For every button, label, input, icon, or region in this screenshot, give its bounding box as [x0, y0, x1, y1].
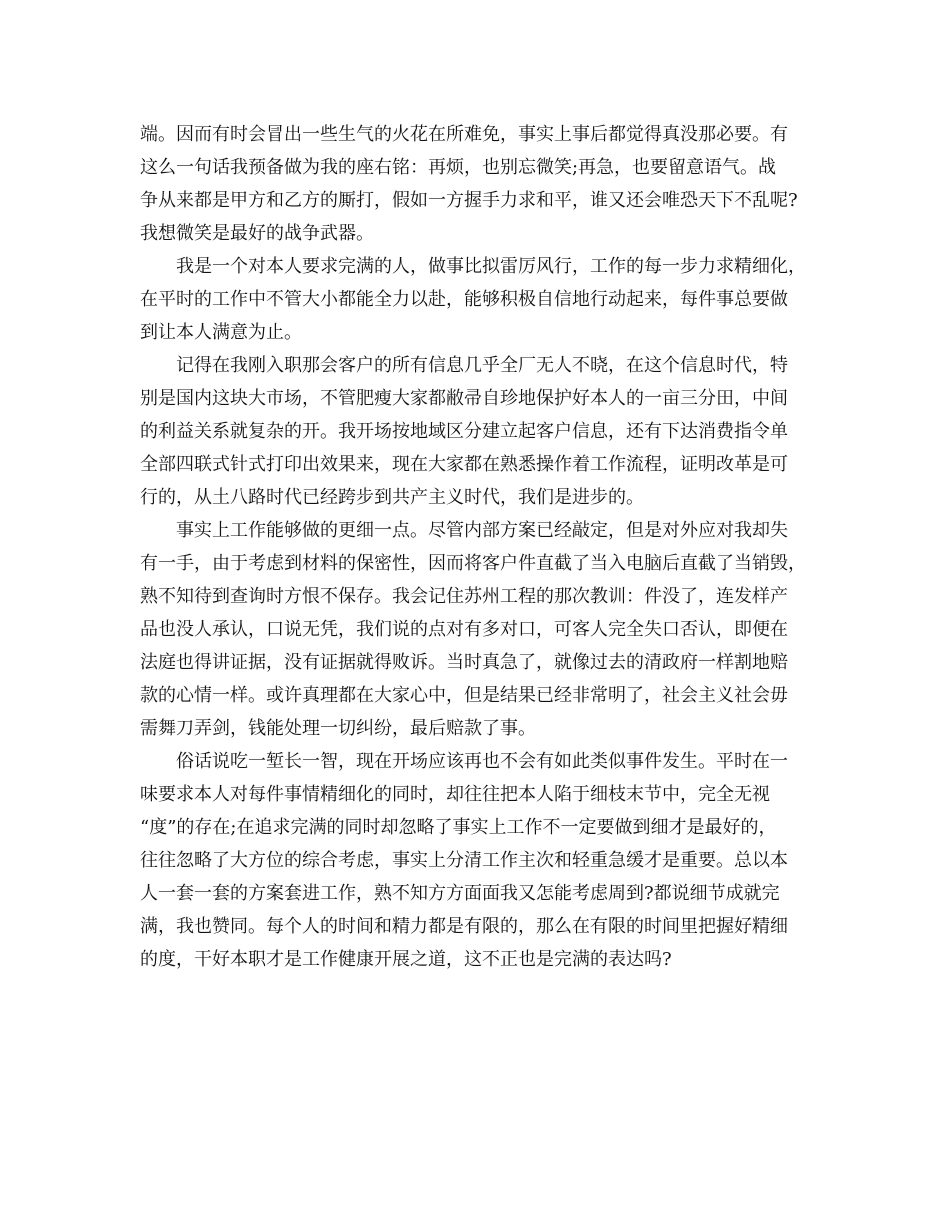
- paragraph-4: [140, 514, 812, 745]
- text-line: 记得在我刚入职那会客户的所有信息几乎全厂无人不晓，在这个信息时代，特: [176, 355, 788, 376]
- text-line: 人一套一套的方案套进工作，熟不知方方面面我又怎能考虑周到?都说细节成就完: [140, 883, 780, 904]
- text-line: 事实上工作能够做的更细一点。尽管内部方案已经敲定，但是对外应对我却失: [176, 520, 788, 541]
- text-line: 的利益关系就复杂的开。我开场按地域区分建立起客户信息，还有下达消费指令单: [140, 421, 788, 442]
- text-line: 在平时的工作中不管大小都能全力以赴，能够积极自信地行动起来，每件事总要做: [140, 289, 788, 310]
- text-line: 满，我也赞同。每个人的时间和精力都是有限的，那么在有限的时间里把握好精细: [140, 916, 788, 937]
- text-line: 有一手，由于考虑到材料的保密性，因而将客户件直截了当入电脑后直截了当销毁，: [140, 553, 806, 574]
- text-line: 品也没人承认，口说无凭，我们说的点对有多对口，可客人完全失口否认，即便在: [140, 619, 788, 640]
- text-line: 款的心情一样。或许真理都在大家心中，但是结果已经非常明了，社会主义社会毋: [140, 685, 788, 706]
- text-line: 需舞刀弄剑，钱能处理一切纠纷，最后赔款了事。: [140, 718, 536, 739]
- text-line: 往往忽略了大方位的综合考虑，事实上分清工作主次和轻重急缓才是重要。总以本: [140, 850, 788, 871]
- text-line: 俗话说吃一堑长一智，现在开场应该再也不会有如此类似事件发生。平时在一: [176, 751, 788, 772]
- document-body: [140, 118, 812, 976]
- text-line: 端。因而有时会冒出一些生气的火花在所难免，事实上事后都觉得真没那必要。有: [140, 124, 788, 145]
- text-line: 味要求本人对每件事情精细化的同时，却往往把本人陷于细枝末节中，完全无视: [140, 784, 770, 805]
- text-line: 法庭也得讲证据，没有证据就得败诉。当时真急了，就像过去的清政府一样割地赔: [140, 652, 788, 673]
- text-line: 这么一句话我预备做为我的座右铭：再烦，也别忘微笑;再急，也要留意语气。战: [140, 157, 777, 178]
- text-line: 到让本人满意为止。: [140, 322, 302, 343]
- text-line: 熟不知待到查询时方恨不保存。我会记住苏州工程的那次教训：件没了，连发样产: [140, 586, 788, 607]
- text-line: 全部四联式针式打印出效果来，现在大家都在熟悉操作着工作流程，证明改革是可: [140, 454, 788, 475]
- text-line: 我是一个对本人要求完满的人，做事比拟雷厉风行，工作的每一步力求精细化，: [176, 256, 806, 277]
- text-line: 的度，干好本职才是工作健康开展之道，这不正也是完满的表达吗?: [140, 949, 672, 970]
- text-line: 别是国内这块大市场，不管肥瘦大家都敝帚自珍地保护好本人的一亩三分田，中间: [140, 388, 788, 409]
- text-line: 我想微笑是最好的战争武器。: [140, 223, 374, 244]
- text-line: “度”的存在;在追求完满的同时却忽略了事实上工作不一定要做到细才是最好的，: [140, 817, 777, 838]
- paragraph-3: [140, 349, 812, 514]
- paragraph-1: [140, 118, 812, 250]
- paragraph-5: [140, 745, 812, 976]
- text-line: 行的，从土八路时代已经跨步到共产主义时代，我们是进步的。: [140, 487, 644, 508]
- paragraph-2: [140, 250, 812, 349]
- text-line: 争从来都是甲方和乙方的厮打，假如一方握手力求和平，谁又还会唯恐天下不乱呢?: [140, 190, 798, 211]
